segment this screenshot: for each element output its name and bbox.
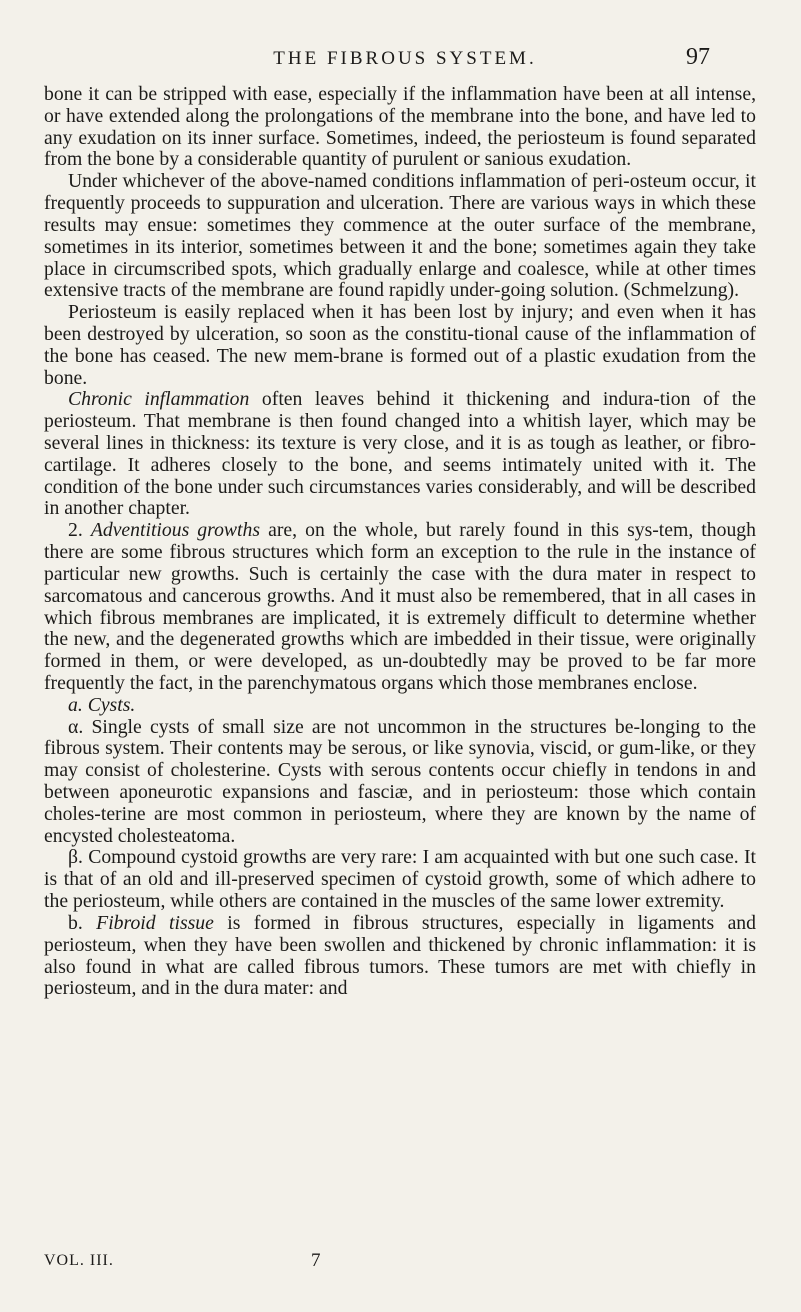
paragraph: α. Single cysts of small size are not uncommon in the structures be-longing to the fibrous system. Their contents may be serous, or like synovia, viscid, or gum-like, or they may consist of cholesterine. Cysts with serous contents occur chiefly in tendons in and between aponeurotic expansions and fasciæ, and in periosteum: those which contain choles-terine are most common in periosteum, where they are known by the name of encysted cholesteatoma. (44, 715, 756, 847)
body-text (44, 84, 756, 1000)
term-fibroid-tissue: Fibroid tissue (96, 911, 214, 934)
section-number: 2. (68, 519, 91, 542)
paragraph (44, 913, 756, 1000)
page-header (100, 44, 710, 78)
sheet-number: 7 (311, 1250, 321, 1271)
paragraph-text: often leaves behind it thickening and indura-tion of the periosteum. That membrane is then found changed into a whitish layer, which may be several lines in thickness: its texture is very close, and it is as tough as leather, or fibro-cartilage. It adheres closely to the bone, and seems intimately united with it. The condition of the bone under such circumstances varies considerably, and will be described in another chapter. (44, 388, 756, 520)
paragraph: Under whichever of the above-named conditions inflammation of peri-osteum occur, it frequently proceeds to suppuration and ulceration. There are various ways in which these results may ensue: sometimes they commence at the outer surface of the membrane, sometimes in its interior, sometimes between it and the bone; sometimes again they take place in circumscribed spots, which gradually enlarge and coalesce, while at other times extensive tracts of the membrane are found rapidly under-going solution. (Schmelzung). (44, 170, 756, 302)
section-letter: b. (68, 911, 97, 934)
paragraph (44, 389, 756, 520)
volume-signature: VOL. III. (44, 1252, 114, 1269)
paragraph: β. Compound cystoid growths are very rare: I am acquainted with but one such case. It is that of an old and ill-preserved specimen of cystoid growth, some of which adhere to the periosteum, while others are contained in the muscles of the same lower extremity. (44, 846, 756, 913)
paragraph: Periosteum is easily replaced when it has been lost by injury; and even when it has been destroyed by ulceration, so soon as the constitu-tional cause of the inflammation of the bone has ceased. The new mem-brane is formed out of a plastic exudation from the bone. (44, 301, 756, 389)
paragraph-text: are, on the whole, but rarely found in this sys-tem, though there are some fibrous structures which form an exception to the rule in the instance of particular new growths. Such is certainly the case with the dura mater in respect to sarcomatous and cancerous growths. And it must also be remembered, that in all cases in which fibrous membranes are implicated, it is extremely difficult to determine whether the new, and the degenerated growths which are imbedded in their tissue, were originally formed in them, or were developed, as un-doubtedly may be proved to be far more frequently the fact, in the parenchymatous organs which those membranes enclose. (44, 519, 756, 694)
page-number: 97 (686, 44, 710, 70)
paragraph-text: is formed in fibrous structures, especially in ligaments and periosteum, when they have been swollen and thickened by chronic inflammation: it is also found in what are called fibrous tumors. These tumors are met with chiefly in periosteum, and in the dura mater: and (44, 911, 756, 1000)
term-adventitious-growths: Adventitious growths (90, 519, 261, 542)
paragraph: bone it can be stripped with ease, especially if the inflammation have been at all intense, or have extended along the prolongations of the membrane into the bone, and have led to any exudation on its inner surface. Sometimes, indeed, the periosteum is found separated from the bone by a considerable quantity of purulent or sanious exudation. (44, 83, 756, 171)
term-chronic-inflammation: Chronic inflammation (68, 388, 250, 411)
running-title: THE FIBROUS SYSTEM. (273, 48, 537, 69)
subheading-cysts: a. Cysts. (68, 693, 136, 716)
paragraph (44, 520, 756, 695)
